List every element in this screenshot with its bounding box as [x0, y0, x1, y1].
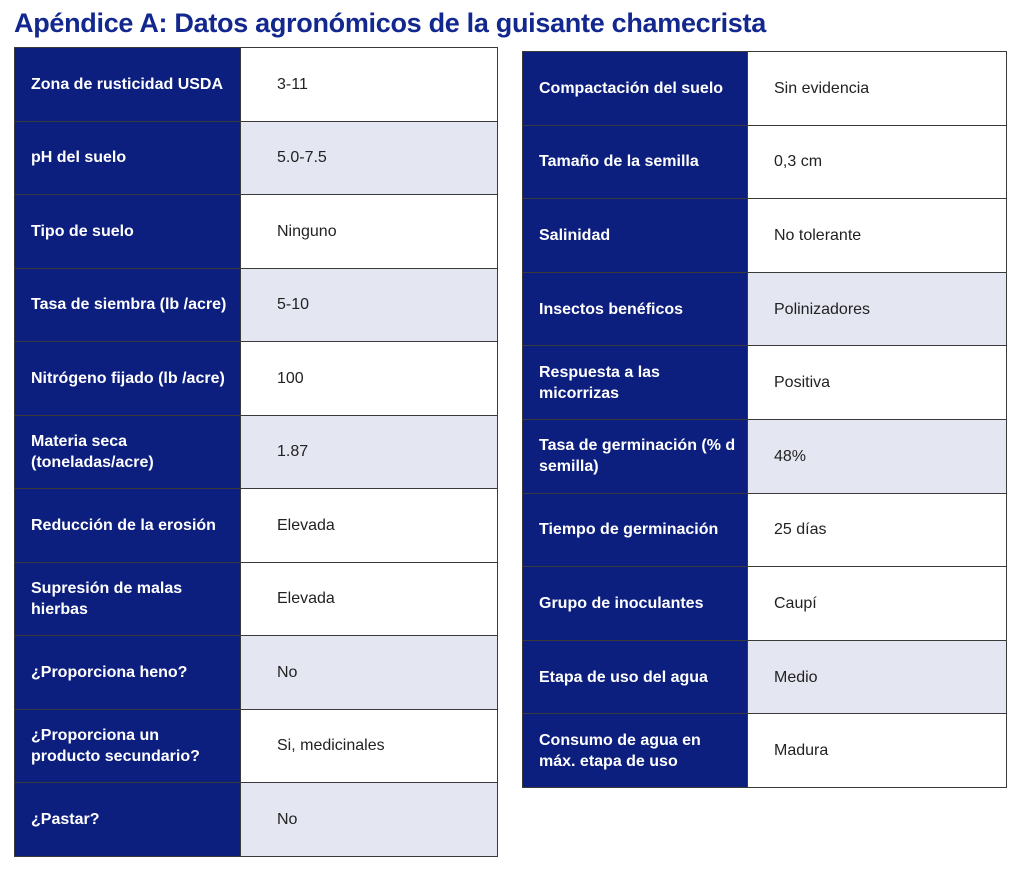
table-row [523, 493, 1007, 567]
row-label-germination-rate: Tasa de germinación (% d semilla) [523, 419, 748, 493]
row-value-grazing: No [241, 783, 498, 857]
row-value-germination-rate: 48% [748, 419, 1007, 493]
row-label-soil-ph: pH del suelo [15, 121, 241, 195]
table-row [15, 709, 498, 783]
table-row [15, 195, 498, 269]
row-value-salinity: No tolerante [748, 199, 1007, 273]
row-label-max-water-use: Consumo de agua en máx. etapa de uso [523, 714, 748, 788]
row-label-weed-suppression: Supresión de malas hierbas [15, 562, 241, 636]
row-value-usda-zone: 3-11 [241, 48, 498, 122]
row-value-dry-matter: 1.87 [241, 415, 498, 489]
row-value-germination-time: 25 días [748, 493, 1007, 567]
table-row [523, 567, 1007, 641]
row-label-grazing: ¿Pastar? [15, 783, 241, 857]
row-label-mycorrhizal-response: Respuesta a las micorrizas [523, 346, 748, 420]
table-row [15, 489, 498, 563]
row-label-water-use-stage: Etapa de uso del agua [523, 640, 748, 714]
table-row [523, 640, 1007, 714]
row-value-seed-size: 0,3 cm [748, 125, 1007, 199]
row-label-beneficial-insects: Insectos benéficos [523, 272, 748, 346]
row-label-soil-compaction: Compactación del suelo [523, 52, 748, 126]
row-value-max-water-use: Madura [748, 714, 1007, 788]
table-row [15, 636, 498, 710]
table-row [15, 48, 498, 122]
row-label-dry-matter: Materia seca (toneladas/acre) [15, 415, 241, 489]
table-row [15, 415, 498, 489]
row-label-erosion-reduction: Reducción de la erosión [15, 489, 241, 563]
row-label-germination-time: Tiempo de germinación [523, 493, 748, 567]
row-label-provides-hay: ¿Proporciona heno? [15, 636, 241, 710]
table-row [15, 121, 498, 195]
row-value-inoculant-group: Caupí [748, 567, 1007, 641]
row-value-mycorrhizal-response: Positiva [748, 346, 1007, 420]
table-row [15, 268, 498, 342]
row-label-nitrogen-fixed: Nitrógeno fijado (lb /acre) [15, 342, 241, 416]
agronomic-data-table-right [522, 51, 1007, 788]
table-row [15, 783, 498, 857]
row-label-usda-zone: Zona de rusticidad USDA [15, 48, 241, 122]
table-row [523, 125, 1007, 199]
row-value-erosion-reduction: Elevada [241, 489, 498, 563]
row-value-soil-compaction: Sin evidencia [748, 52, 1007, 126]
row-value-beneficial-insects: Polinizadores [748, 272, 1007, 346]
table-row [523, 52, 1007, 126]
row-label-secondary-product: ¿Proporciona un producto secundario? [15, 709, 241, 783]
agronomic-data-table-left [14, 47, 498, 857]
table-row [523, 419, 1007, 493]
row-value-soil-ph: 5.0-7.5 [241, 121, 498, 195]
table-row [15, 342, 498, 416]
row-value-provides-hay: No [241, 636, 498, 710]
row-label-inoculant-group: Grupo de inoculantes [523, 567, 748, 641]
row-value-secondary-product: Si, medicinales [241, 709, 498, 783]
row-value-soil-type: Ninguno [241, 195, 498, 269]
table-row [523, 714, 1007, 788]
table-row [523, 199, 1007, 273]
row-value-seeding-rate: 5-10 [241, 268, 498, 342]
table-row [523, 346, 1007, 420]
row-label-seeding-rate: Tasa de siembra (lb /acre) [15, 268, 241, 342]
row-value-weed-suppression: Elevada [241, 562, 498, 636]
row-value-water-use-stage: Medio [748, 640, 1007, 714]
row-label-soil-type: Tipo de suelo [15, 195, 241, 269]
row-value-nitrogen-fixed: 100 [241, 342, 498, 416]
page-title: Apéndice A: Datos agronómicos de la guisante chamecrista [14, 8, 766, 38]
table-row [523, 272, 1007, 346]
row-label-seed-size: Tamaño de la semilla [523, 125, 748, 199]
row-label-salinity: Salinidad [523, 199, 748, 273]
table-row [15, 562, 498, 636]
